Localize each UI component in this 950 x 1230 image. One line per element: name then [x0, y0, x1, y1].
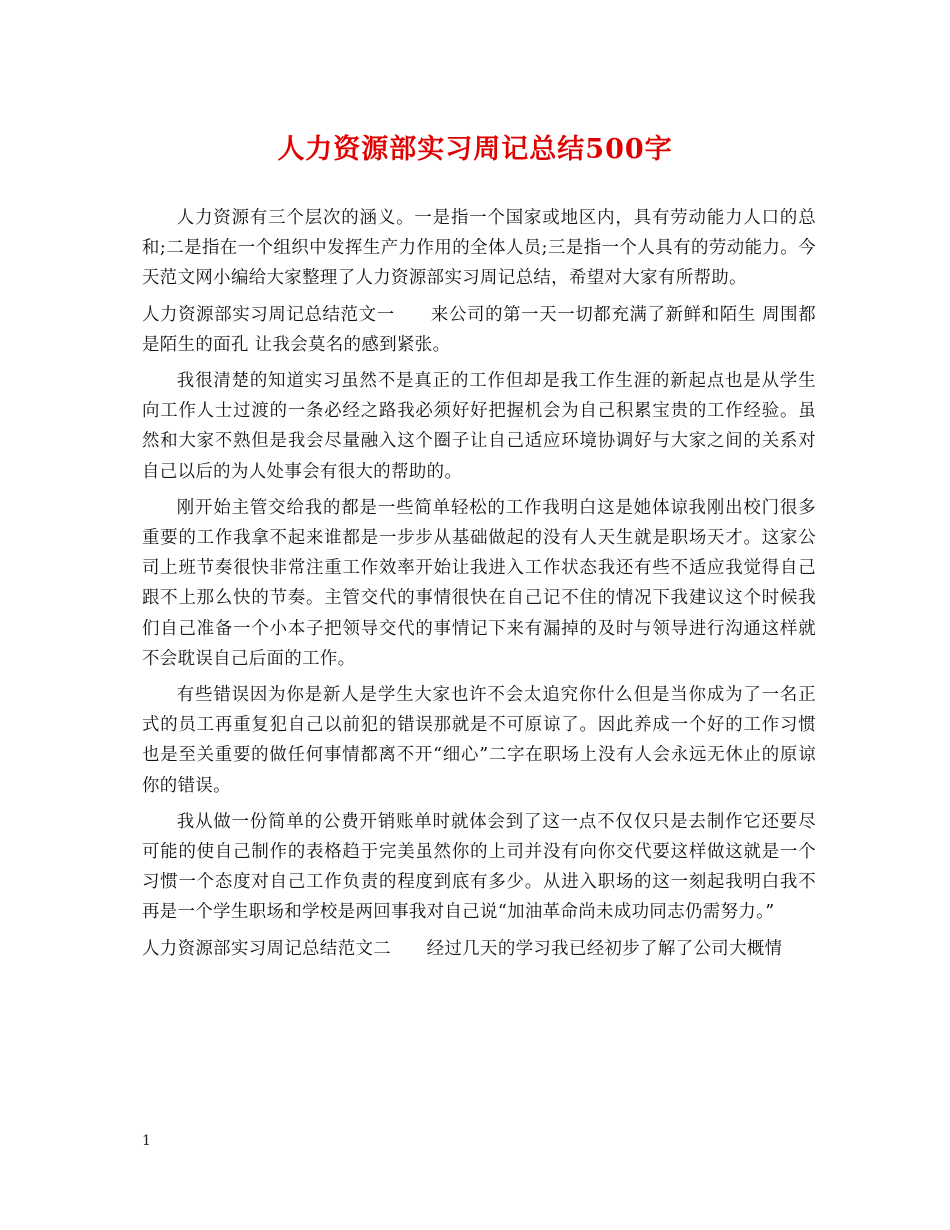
paragraph-sample-two-heading: 人力资源部实习周记总结范文二 经过几天的学习我已经初步了解了公司大概情: [142, 938, 783, 959]
page-number: 1: [142, 1133, 151, 1149]
paragraph-intro: 人力资源有三个层次的涵义。一是指一个国家或地区内，具有劳动能力人口的总和;二是指在一个组织中发挥生产力作用的全体人员;三是指一个人具有的劳动能力。今天范文网小编给大家整理了人力资源部实习周记总结，希望对大家有所帮助。: [142, 208, 816, 289]
document-body: [142, 203, 816, 964]
paragraph-sample-one-heading: 人力资源部实习周记总结范文一 来公司的第一天一切都充满了新鲜和陌生 周围都是陌生的面孔 让我会莫名的感到紧张。: [142, 304, 816, 355]
document-title: 人力资源部实习周记总结500字: [277, 134, 673, 165]
paragraph-supervisor-work: 刚开始主管交给我的都是一些简单轻松的工作我明白这是她体谅我刚出校门很多重要的工作我拿不起来谁都是一步步从基础做起的没有人天生就是职场天才。这家公司上班节奏很快非常注重工作效率开始让我进入工作状态我还有些不适应我觉得自己跟不上那么快的节奏。主管交代的事情很快在自己记不住的情况下我建议这个时候我们自己准备一个小本子把领导交代的事情记下来有漏掉的及时与领导进行沟通这样就不会耽误自己后面的工作。: [142, 497, 816, 669]
paragraph-internship-start: 我很清楚的知道实习虽然不是真正的工作但却是我工作生涯的新起点也是从学生向工作人士过渡的一条必经之路我必须好好把握机会为自己积累宝贵的工作经验。虽然和大家不熟但是我会尽量融入这个圈子让自己适应环境协调好与大家之间的关系对自己以后的为人处事会有很大的帮助的。: [142, 371, 816, 482]
paragraph-mistakes: 有些错误因为你是新人是学生大家也许不会太追究你什么但是当你成为了一名正式的员工再重复犯自己以前犯的错误那就是不可原谅了。因此养成一个好的工作习惯也是至关重要的做任何事情都离不开“细心”二字在职场上没有人会永远无休止的原谅你的错误。: [142, 685, 816, 796]
paragraph-expense-report: 我从做一份简单的公费开销账单时就体会到了这一点不仅仅只是去制作它还要尽可能的使自己制作的表格趋于完美虽然你的上司并没有向你交代要这样做这就是一个习惯一个态度对自己工作负责的程度到底有多少。从进入职场的这一刻起我明白我不再是一个学生职场和学校是两回事我对自己说“加油革命尚未成功同志仍需努力。”: [142, 811, 816, 923]
